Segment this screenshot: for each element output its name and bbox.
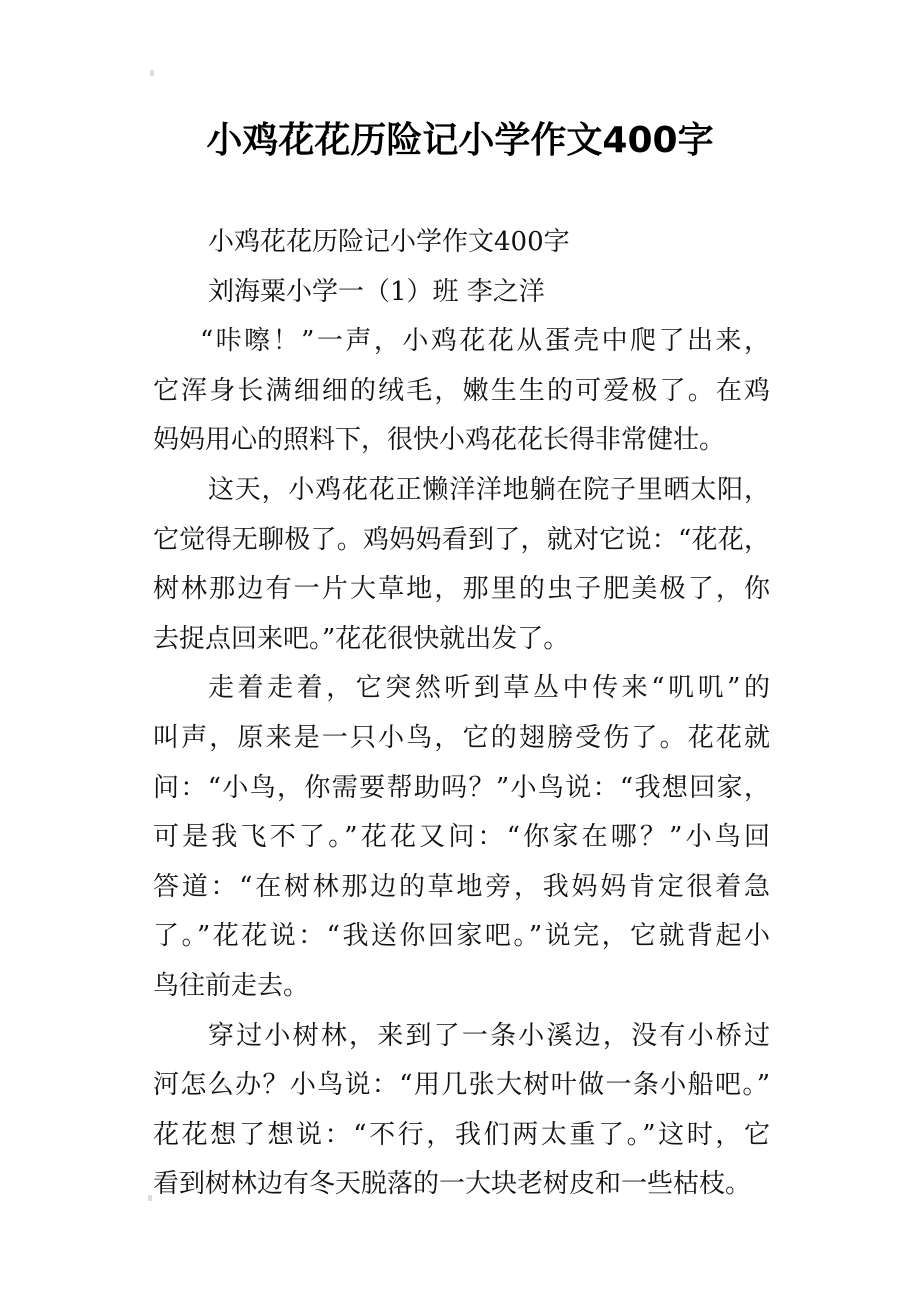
essay-subtitle: 小鸡花花历险记小学作文400字 — [208, 227, 570, 257]
paragraph-line: 花花想了想说：“不行，我们两太重了。”这时，它 — [153, 1119, 770, 1150]
paragraph-line: 它浑身长满细细的绒毛，嫩生生的可爱极了。在鸡 — [153, 375, 770, 406]
paragraph-line: 这天，小鸡花花正懒洋洋地躺在院子里晒太阳， — [208, 474, 770, 505]
paragraph-line: 河怎么办？小鸟说：“用几张大树叶做一条小船吧。” — [153, 1070, 770, 1101]
paragraph-line: 了。”花花说：“我送你回家吧。”说完，它就背起小 — [153, 921, 770, 952]
paragraph-line: 树林那边有一片大草地，那里的虫子肥美极了，你 — [153, 574, 770, 605]
paragraph-line: 它觉得无聊极了。鸡妈妈看到了，就对它说：“花花， — [153, 524, 770, 555]
paragraph — [153, 466, 770, 664]
paragraph — [153, 1012, 770, 1210]
paragraph — [153, 317, 770, 466]
paragraph-line: 看到树林边有冬天脱落的一大块老树皮和一些枯枝。 — [153, 1169, 752, 1200]
paragraph-line: 鸟往前走去。 — [153, 970, 310, 1001]
paragraph-line: 叫声，原来是一只小鸟，它的翅膀受伤了。花花就 — [153, 722, 770, 753]
paragraph-line: 答道：“在树林那边的草地旁，我妈妈肯定很着急 — [153, 871, 770, 902]
paragraph-line: 走着走着，它突然听到草丛中传来“叽叽”的 — [208, 673, 770, 704]
scan-mark — [148, 1195, 152, 1201]
paragraph-line: 妈妈用心的照料下，很快小鸡花花长得非常健壮。 — [153, 425, 726, 456]
document-title: 小鸡花花历险记小学作文400字 — [206, 120, 714, 161]
paragraph-line: “咔嚓！”一声，小鸡花花从蛋壳中爬了出来， — [200, 326, 770, 357]
essay-paragraphs — [153, 317, 770, 1210]
author-line: 刘海粟小学一（1）班 李之洋 — [208, 276, 545, 307]
paragraph-line: 问：“小鸟，你需要帮助吗？”小鸟说：“我想回家， — [153, 772, 770, 803]
paragraph — [153, 664, 770, 1011]
document-body — [153, 218, 770, 1210]
scan-mark — [150, 70, 154, 76]
paragraph-line: 可是我飞不了。”花花又问：“你家在哪？”小鸟回 — [153, 822, 770, 853]
paragraph-line: 去捉点回来吧。”花花很快就出发了。 — [153, 623, 570, 654]
paragraph-line: 穿过小树林，来到了一条小溪边，没有小桥过 — [208, 1020, 770, 1051]
